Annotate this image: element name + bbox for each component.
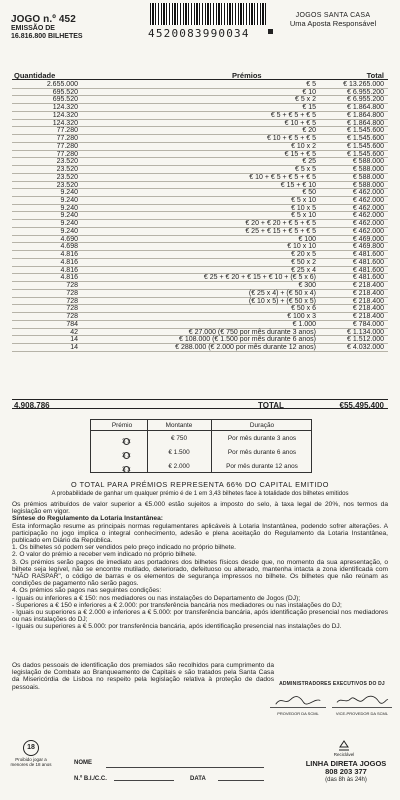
- total-cell: € 481.600: [352, 258, 384, 266]
- total-cell: € 462.000: [352, 227, 384, 235]
- prize-amount: € 2.000: [168, 463, 190, 470]
- prize-cell: € 15 + € 5: [284, 150, 316, 158]
- table-row: [12, 205, 388, 213]
- age-restriction: [10, 740, 52, 767]
- quantity-cell: 695.520: [52, 88, 78, 96]
- prize-cell: € 5 x 10: [291, 197, 316, 205]
- regulation-title: Síntese do Regulamento da Lotaria Instantânea:: [12, 515, 163, 523]
- clover-symbol-icon: [123, 452, 130, 459]
- quantity-cell: 9.240: [60, 189, 78, 197]
- prize-cell: € 5 + € 5 + € 5: [270, 111, 316, 119]
- total-cell: € 588.000: [352, 173, 384, 181]
- data-protection-notice: Os dados pessoais de identificação dos premiados são recolhidos para cumprimento da legislação de Combate ao Branqueamento de Capitais e são tratados pela Santa Casa da Misericórdia de Lisboa no respeito pela legislação relativa à proteção de dados pessoais.: [12, 662, 274, 691]
- hotline-hours: (das 8h às 24h): [325, 777, 367, 783]
- prize-cell: € 1.000: [292, 320, 316, 328]
- table-row: [12, 290, 388, 298]
- table-row: [12, 236, 388, 244]
- monthly-prize-row: [91, 446, 311, 459]
- prize-duration: Por mês durante 6 anos: [227, 449, 297, 456]
- total-cell: € 218.400: [352, 297, 384, 305]
- total-cell: € 218.400: [352, 289, 384, 297]
- age-restriction-text: Proibido jogar a menores de 18 anos: [10, 757, 52, 767]
- prize-cell: € 10 + € 5 + € 5: [266, 135, 316, 143]
- emission-label: EMISSÃO DE: [11, 25, 55, 32]
- prize-cell: € 288.000 (€ 2.000 por mês durante 12 anos): [175, 343, 316, 351]
- quantity-cell: 23.520: [56, 166, 78, 174]
- regulation-intro: Esta informação resume as principais normas regulamentares aplicáveis à Lotaria Instantânea, podendo sofrer alterações. A participação no jogo implica o integral conhecimento, adesão e plena aceitação do Regulamento da Lotaria Instantânea, publicado em Diário da República.: [12, 522, 388, 545]
- age-18-icon: 18: [23, 740, 39, 756]
- table-row: [12, 305, 388, 313]
- name-field[interactable]: [74, 760, 264, 771]
- prize-cell: € 10 + € 5 + € 5 + € 5: [249, 173, 316, 181]
- win-probability: A probabilidade de ganhar um qualquer prémio é de 1 em 3,43 bilhetes face à totalidade dos bilhetes emitidos: [51, 490, 349, 497]
- prize-table-body: [12, 81, 388, 352]
- prize-cell: € 20 x 5: [291, 251, 316, 259]
- total-cell: € 4.032.000: [347, 343, 384, 351]
- total-cell: € 1.545.600: [347, 135, 384, 143]
- prize-cell: € 5 x 2: [294, 96, 316, 104]
- recycle-icon: [336, 739, 352, 751]
- recyclable-label: Reciclável: [333, 752, 355, 757]
- table-row: [12, 298, 388, 306]
- total-cell: € 218.400: [352, 282, 384, 290]
- quantity-cell: 42: [70, 328, 78, 336]
- hotline-phone: 808 203 377: [325, 767, 367, 776]
- table-row: [12, 158, 388, 166]
- barcode-square-mark: [268, 29, 273, 34]
- table-row: [12, 89, 388, 97]
- quantity-cell: 4.698: [60, 243, 78, 251]
- total-cell: € 218.400: [352, 313, 384, 321]
- total-cell: € 218.400: [352, 305, 384, 313]
- table-row: [12, 112, 388, 120]
- provedor-label: PROVEDOR DA SCML: [277, 711, 319, 716]
- prize-cell: € 10 x 5: [291, 204, 316, 212]
- rule-4: 4. Os prémios são pagos nas seguintes condições:: [12, 587, 162, 595]
- quantity-cell: 9.240: [60, 227, 78, 235]
- table-row: [12, 212, 388, 220]
- prize-cell: € 20 + € 20 + € 5 + € 5: [245, 220, 316, 228]
- quantity-cell: 728: [66, 282, 78, 290]
- prize-cell: € 50 x 6: [291, 305, 316, 313]
- prize-cell: € 20: [302, 127, 316, 135]
- monthly-prize-header: [91, 420, 311, 431]
- total-cell: € 13.265.000: [343, 81, 384, 88]
- emission-count: 16.816.800 BILHETES: [11, 33, 83, 40]
- signature-provedor-icon: [270, 694, 326, 708]
- quantity-cell: 9.240: [60, 212, 78, 220]
- clover-symbol-icon: [123, 438, 130, 445]
- admin-title: ADMINISTRADORES EXECUTIVOS DO DJ: [279, 681, 385, 687]
- prize-cell: € 100: [298, 235, 316, 243]
- header-quantidade: Quantidade: [14, 71, 56, 80]
- capital-percentage: O TOTAL PARA PRÉMIOS REPRESENTA 66% DO CAPITAL EMITIDO: [71, 480, 329, 489]
- barcode-icon: [150, 3, 266, 25]
- total-cell: € 588.000: [352, 181, 384, 189]
- total-cell: € 462.000: [352, 189, 384, 197]
- monthly-prize-row: [91, 432, 311, 445]
- prize-table-total: [12, 399, 388, 409]
- rule-3: 3. Os prémios serão pagos de imediato aos portadores dos bilhetes físicos desde que, no momento da sua apresentação, o bilhete seja legível, não se encontre mutilado, deteriorado, defeituoso ou alterado, mantenha intacta a zona identificada com "NÃO RASPAR", o código de barras e os elementos de segurança impressos no bilhete. Os bilhetes que não reúnam as condições de pagamento não serão pagos.: [12, 558, 388, 588]
- table-row: [12, 228, 388, 236]
- prize-cell: € 108.000 (€ 1.500 por mês durante 6 anos): [179, 336, 316, 344]
- table-row: [12, 329, 388, 337]
- condition-2: - Superiores a € 150 e inferiores a € 2.000: por transferência bancária nos mediadores ou nas instalações do DJ;: [12, 601, 342, 609]
- table-row: [12, 143, 388, 151]
- prize-cell: € 5 x 10: [291, 212, 316, 220]
- table-row: [12, 282, 388, 290]
- table-row: [12, 220, 388, 228]
- quantity-cell: 77.280: [56, 142, 78, 150]
- quantity-cell: 77.280: [56, 127, 78, 135]
- quantity-cell: 4.816: [60, 258, 78, 266]
- barcode-number: 4520083990034: [148, 27, 250, 40]
- quantity-cell: 77.280: [56, 135, 78, 143]
- header-montante: Montante: [165, 422, 193, 429]
- monthly-prize-table: [90, 419, 312, 473]
- total-cell: € 1.864.800: [347, 111, 384, 119]
- table-row: [12, 81, 388, 89]
- table-row: [12, 344, 388, 352]
- condition-3: - Iguais ou superiores a € 2.000 e inferiores a € 5.000: por transferência bancária, após identificação presencial nos mediadores ou nas instalações do DJ;: [12, 609, 388, 624]
- table-row: [12, 251, 388, 259]
- total-cell: € 588.000: [352, 166, 384, 174]
- quantity-cell: 784: [66, 320, 78, 328]
- prize-cell: € 25 x 4: [291, 266, 316, 274]
- total-value: €55.495.400: [339, 400, 384, 410]
- prize-cell: € 50 x 2: [291, 258, 316, 266]
- quantity-cell: 14: [70, 336, 78, 344]
- total-cell: € 481.600: [352, 274, 384, 282]
- prize-amount: € 750: [171, 435, 187, 442]
- total-cell: € 462.000: [352, 212, 384, 220]
- total-cell: € 1.545.600: [347, 142, 384, 150]
- total-cell: € 462.000: [352, 220, 384, 228]
- prize-cell: € 50: [302, 189, 316, 197]
- quantity-cell: 23.520: [56, 173, 78, 181]
- prize-cell: € 5: [306, 81, 316, 88]
- prize-cell: € 15: [302, 104, 316, 112]
- table-row: [12, 313, 388, 321]
- prize-cell: € 27.000 (€ 750 por mês durante 3 anos): [188, 328, 316, 336]
- table-row: [12, 321, 388, 329]
- total-cell: € 462.000: [352, 197, 384, 205]
- brand-slogan: Uma Aposta Responsável: [289, 19, 377, 28]
- quantity-cell: 9.240: [60, 204, 78, 212]
- rule-1: 1. Os bilhetes só podem ser vendidos pelo preço indicado no próprio bilhete.: [12, 544, 236, 552]
- prize-duration: Por mês durante 12 anos: [226, 463, 298, 470]
- header-premio: Prémio: [111, 422, 133, 429]
- prize-multiplier: 3 x: [122, 438, 131, 445]
- monthly-prize-row: [91, 460, 311, 473]
- game-number: JOGO n.º 452: [11, 14, 76, 25]
- table-row: [12, 166, 388, 174]
- quantity-cell: 23.520: [56, 181, 78, 189]
- quantity-cell: 124.320: [52, 119, 78, 127]
- total-cell: € 6.955.200: [347, 96, 384, 104]
- total-cell: € 1.864.800: [347, 104, 384, 112]
- prize-cell: € 10 x 10: [287, 243, 316, 251]
- rule-2: 2. O valor do prémio a receber vem indicado no próprio bilhete.: [12, 551, 197, 559]
- name-label: NOME: [74, 760, 92, 766]
- prize-cell: € 25 + € 20 + € 15 + € 10 + (€ 5 x 6): [203, 274, 316, 282]
- table-row: [12, 243, 388, 251]
- total-quantity: 4.908.786: [14, 400, 50, 410]
- table-row: [12, 197, 388, 205]
- quantity-cell: 23.520: [56, 158, 78, 166]
- total-cell: € 1.545.600: [347, 127, 384, 135]
- tax-notice: Os prémios atribuídos de valor superior a €5.000 estão sujeitos a imposto do selo, à taxa legal de 20%, nos termos da legislação em vigor.: [12, 501, 388, 516]
- regulation-text: [12, 501, 388, 631]
- total-cell: € 1.134.000: [347, 328, 384, 336]
- clover-symbol-icon: [123, 466, 130, 473]
- quantity-cell: 728: [66, 305, 78, 313]
- total-cell: € 6.955.200: [347, 88, 384, 96]
- prize-amount: € 1.500: [168, 449, 190, 456]
- total-label: TOTAL: [258, 400, 284, 410]
- winner-fields: [74, 760, 264, 771]
- game-info: [11, 14, 141, 41]
- prize-table-header: [12, 71, 388, 80]
- table-row: [12, 120, 388, 128]
- prize-cell: € 10 + € 5: [284, 119, 316, 127]
- prize-cell: € 15 + € 10: [280, 181, 316, 189]
- quantity-cell: 728: [66, 297, 78, 305]
- total-cell: € 1.864.800: [347, 119, 384, 127]
- header-premios: Prémios: [232, 71, 262, 80]
- date-field[interactable]: [190, 776, 206, 782]
- prize-duration: Por mês durante 3 anos: [227, 435, 297, 442]
- total-cell: € 1.545.600: [347, 150, 384, 158]
- prize-cell: (€ 25 x 4) + (€ 50 x 4): [248, 289, 316, 297]
- table-row: [12, 135, 388, 143]
- total-cell: € 588.000: [352, 158, 384, 166]
- table-row: [12, 127, 388, 135]
- prize-cell: € 25: [302, 158, 316, 166]
- table-row: [12, 96, 388, 104]
- quantity-cell: 695.520: [52, 96, 78, 104]
- table-row: [12, 189, 388, 197]
- quantity-cell: 4.690: [60, 235, 78, 243]
- prize-cell: € 10: [302, 88, 316, 96]
- prize-cell: € 5 x 5: [294, 166, 316, 174]
- vice-provedor-label: VICE-PROVEDOR DA SCML: [335, 711, 389, 716]
- header-duracao: Duração: [249, 422, 275, 429]
- prize-multiplier: 3 x: [122, 452, 131, 459]
- hotline-title: LINHA DIRETA JOGOS: [305, 759, 387, 768]
- total-cell: € 469.000: [352, 235, 384, 243]
- brand-name: JOGOS SANTA CASA: [295, 12, 371, 19]
- header-total: Total: [366, 71, 384, 80]
- prize-cell: € 100 x 3: [287, 313, 316, 321]
- prize-cell: € 25 + € 15 + € 5 + € 5: [245, 227, 316, 235]
- quantity-cell: 77.280: [56, 150, 78, 158]
- brand-block: [278, 12, 388, 28]
- quantity-cell: 9.240: [60, 197, 78, 205]
- quantity-cell: 14: [70, 343, 78, 351]
- quantity-cell: 4.816: [60, 274, 78, 282]
- table-row: [12, 182, 388, 190]
- quantity-cell: 4.816: [60, 251, 78, 259]
- date-label: DATA: [190, 776, 206, 782]
- table-row: [12, 151, 388, 159]
- prize-multiplier: 3 x: [122, 466, 131, 473]
- table-row: [12, 174, 388, 182]
- table-row: [12, 274, 388, 282]
- prize-cell: € 10 x 2: [291, 142, 316, 150]
- prize-cell: (€ 10 x 5) + (€ 50 x 5): [248, 297, 316, 305]
- table-row: [12, 104, 388, 112]
- signature-vice-provedor-icon: [332, 694, 392, 708]
- quantity-cell: 2.655.000: [46, 81, 78, 88]
- quantity-cell: 728: [66, 289, 78, 297]
- id-label: N.º B.I./C.C.: [74, 776, 107, 782]
- table-row: [12, 259, 388, 267]
- hotline-block: [300, 760, 392, 784]
- total-cell: € 481.600: [352, 266, 384, 274]
- prize-cell: € 300: [298, 282, 316, 290]
- total-cell: € 481.600: [352, 251, 384, 259]
- id-field[interactable]: [74, 776, 107, 782]
- quantity-cell: 4.816: [60, 266, 78, 274]
- total-cell: € 469.800: [352, 243, 384, 251]
- table-row: [12, 336, 388, 344]
- total-cell: € 462.000: [352, 204, 384, 212]
- quantity-cell: 124.320: [52, 111, 78, 119]
- total-cell: € 784.000: [352, 320, 384, 328]
- total-cell: € 1.512.000: [347, 336, 384, 344]
- condition-1: - Iguais ou inferiores a € 150: nos mediadores ou nas instalações do Departamento de Jogos (DJ);: [12, 594, 301, 602]
- quantity-cell: 9.240: [60, 220, 78, 228]
- condition-4: - Iguais ou superiores a € 5.000: por transferência bancária, após identificação presencial nas instalações do DJ.: [12, 623, 342, 631]
- quantity-cell: 124.320: [52, 104, 78, 112]
- quantity-cell: 728: [66, 313, 78, 321]
- table-row: [12, 267, 388, 275]
